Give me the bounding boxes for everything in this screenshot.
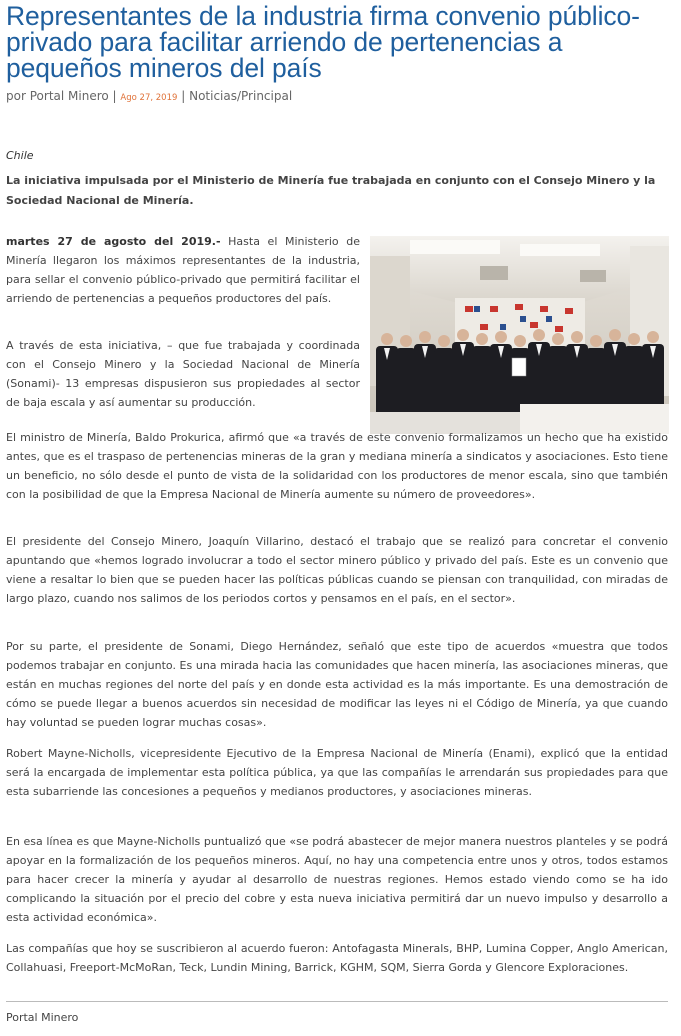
article-photo [370,236,669,434]
category-link[interactable]: Noticias/Principal [189,89,293,103]
article-meta [6,89,292,103]
footer-source: Portal Minero [6,1011,79,1024]
author-link[interactable]: Portal Minero [29,89,109,103]
footer-divider [6,1001,668,1002]
paragraph-1 [6,232,360,308]
paragraph-3 [6,428,668,504]
article-country: Chile [6,149,34,162]
paragraph-7: En esa línea es que Mayne-Nicholls puntualizó que «se podrá abastecer de mejor manera nuestros planteles y se podrá apoyar en la formalización de los pequeños mineros. Aquí, no hay una competencia entre unos y otros, todos estamos para hacer crecer la minería y ayudar al desarrollo de nuestras regiones. Hemos estado viendo como se ha ido complicando la situación por el precio del cobre y esta nueva iniciativa permitirá dar un nuevo impulso y desarrollo a esta actividad económica». [6,835,668,924]
article-lead: La iniciativa impulsada por el Ministerio de Minería fue trabajada en conjunto con el Consejo Minero y la Sociedad Nacional de Minería. [6,174,656,207]
paragraph-6: Robert Mayne-Nicholls, vicepresidente Ejecutivo de la Empresa Nacional de Minería (Enami), explicó que la entidad será la encargada de implementar esta política pública, ya que las compañías le arrendarán sus propiedades para que esta subarriende las concesiones a pequeños y medianos productores, y asociaciones mineras. [6,747,668,798]
paragraph-4: El presidente del Consejo Minero, Joaquín Villarino, destacó el trabajo que se realizó para concretar el convenio apuntando que «hemos logrado involucrar a todo el sector minero público y privado del país. Este es un convenio que viene a resaltar lo bien que se pueden hacer las políticas públicas cuando se piensan con tranquilidad, con miradas de largo plazo, cuando nos salimos de los periodos cortos y pensamos en el país, en el sector». [6,535,668,605]
article-dateline: martes 27 de agosto del 2019.- [6,235,221,248]
paragraph-2: A través de esta iniciativa, – que fue trabajada y coordinada con el Consejo Minero y la Sociedad Nacional de Minería (Sonami)- 13 empresas dispusieron sus propiedades al sector de baja escala y así aumentar su producción. [6,339,360,409]
meta-separator: | [112,89,117,103]
meta-separator: | [181,89,186,103]
article-title: Representantes de la industria firma convenio público-privado para facilitar arriendo de pertenencias a pequeños mineros del país [6,1,640,83]
paragraph-8: Las compañías que hoy se suscribieron al acuerdo fueron: Antofagasta Minerals, BHP, Lumina Copper, Anglo American, Collahuasi, Freeport-McMoRan, Teck, Lundin Mining, Barrick, KGHM, SQM, Sierra Gorda y Glencore Exploraciones. [6,942,668,974]
paragraph-1-text: Hasta el Ministerio de Minería llegaron los máximos representantes de la industria, para sellar el convenio público-privado que permitirá facilitar el arriendo de pertenencias a pequeños productores del país. [6,235,361,305]
group-photo-illustration [370,236,669,434]
paragraph-5: Por su parte, el presidente de Sonami, Diego Hernández, señaló que este tipo de acuerdos «muestra que todos podemos trabajar en conjunto. Es una mirada hacia las comunidades que hacen minería, las asociaciones mineras, que están en muchas regiones del norte del país y en donde esta actividad es la más importante. Es una demostración de cómo se puede llegar a buenos acuerdos sin necesidad de modificar las leyes ni el Código de Minería, ya que cuando hay voluntad se pueden lograr muchas cosas». [6,640,668,729]
byline-prefix: por [6,89,26,103]
article-date: Ago 27, 2019 [120,93,178,103]
paragraph-3-text: El ministro de Minería, Baldo Prokurica, afirmó que «a través de este convenio formalizamos un hecho que ha existido antes, que es el traspaso de pertenencias mineras de la gran y mediana minería a sindicatos y asociaciones. Esto tiene un beneficio, no sólo desde el punto de vista de la solidaridad con los productores de menor escala, sino que también con la posibilidad de que la Empresa Nacional de Minería aumente su número de proveedores». [6,431,668,501]
